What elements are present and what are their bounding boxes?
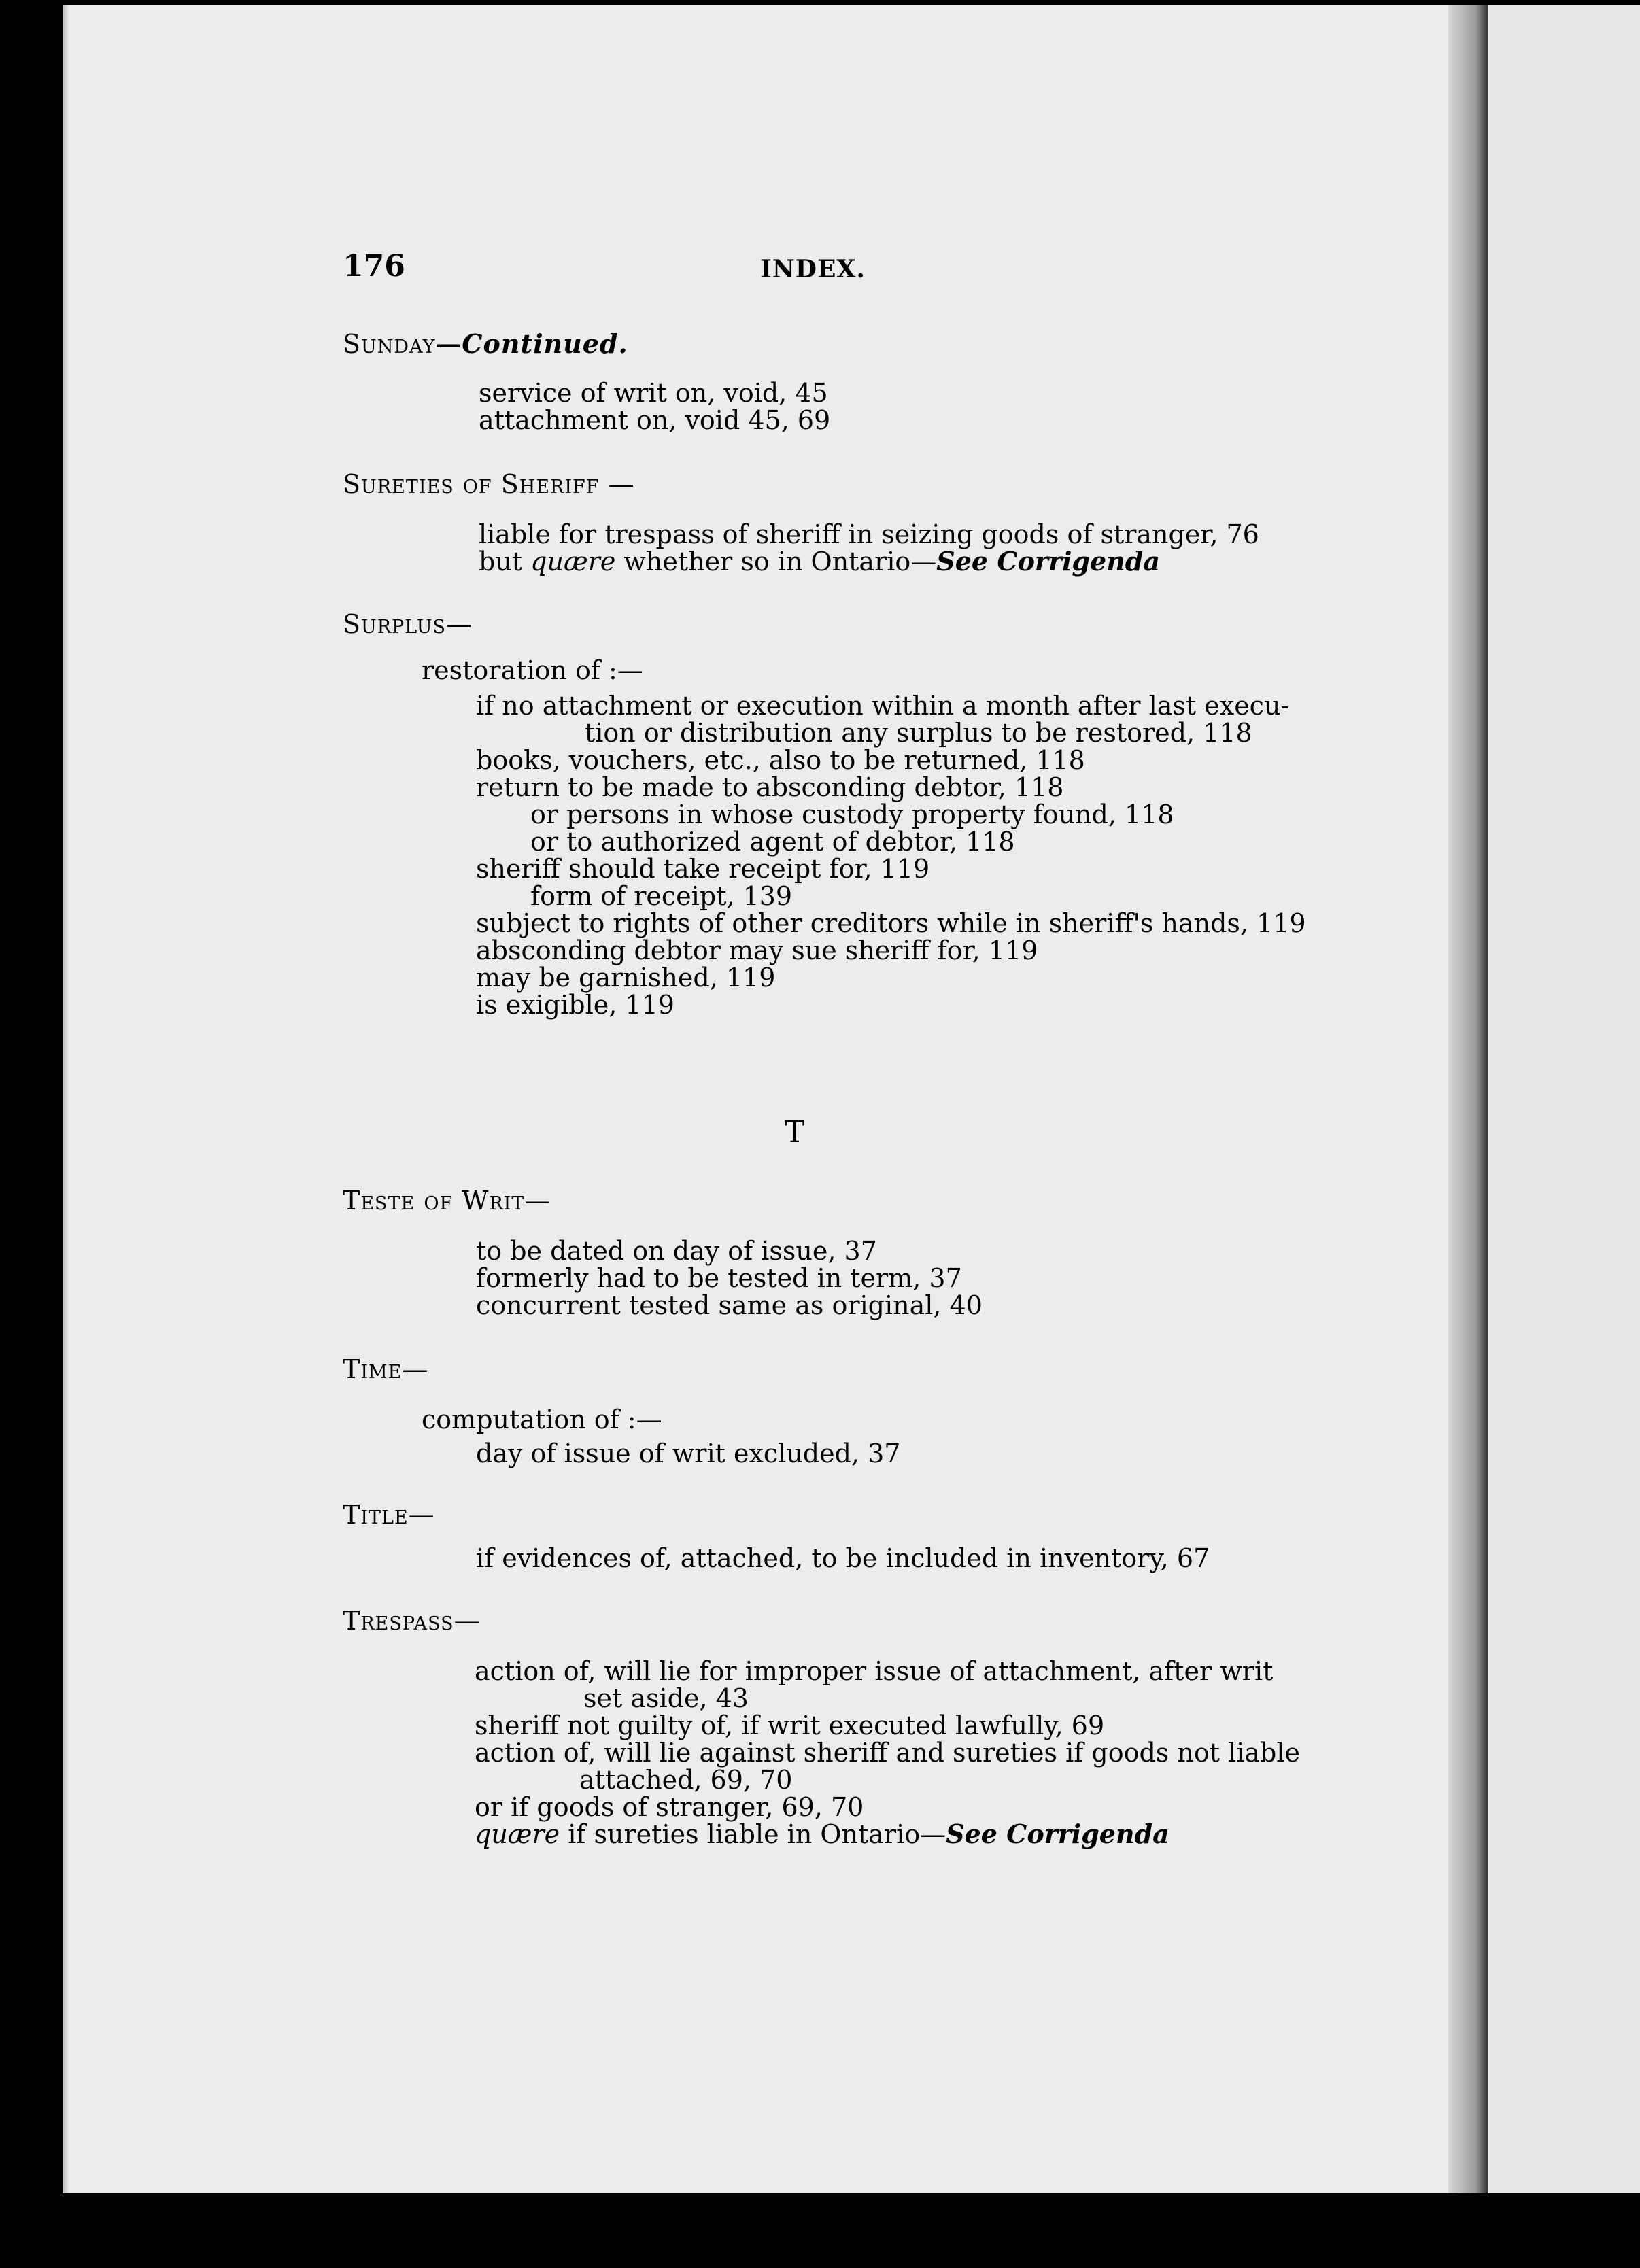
entry-heading-sunday: Sunday—Continued. (343, 328, 628, 359)
entry-line: day of issue of writ excluded, 37 (476, 1439, 901, 1468)
entry-line: action of, will lie against sheriff and sureties if goods not liable (475, 1738, 1301, 1768)
entry-line: may be garnished, 119 (476, 963, 776, 993)
entry-heading-teste: Teste of Writ— (343, 1186, 551, 1216)
entry-line: if no attachment or execution within a month after last execu- (476, 691, 1290, 721)
entry-line: absconding debtor may sue sheriff for, 119 (476, 935, 1038, 965)
entry-line: tion or distribution any surplus to be restored, 118 (585, 718, 1252, 748)
facing-page (1488, 5, 1640, 2193)
entry-heading-title: Title— (343, 1500, 435, 1530)
entry-line: or if goods of stranger, 69, 70 (475, 1792, 864, 1822)
entry-heading-trespass: Trespass— (343, 1606, 481, 1636)
entry-line: sheriff not guilty of, if writ executed lawfully, 69 (475, 1711, 1105, 1740)
entry-line: return to be made to absconding debtor, 118 (476, 772, 1064, 802)
entry-line: attachment on, void 45, 69 (479, 405, 831, 435)
section-letter: T (785, 1115, 805, 1150)
entry-line: concurrent tested same as original, 40 (476, 1290, 983, 1320)
page-left-edge (63, 5, 69, 2193)
entry-subheading: computation of :— (422, 1405, 662, 1434)
entry-heading-time: Time— (343, 1354, 429, 1384)
entry-line: if evidences of, attached, to be included in inventory, 67 (476, 1543, 1210, 1573)
entry-line: to be dated on day of issue, 37 (476, 1236, 877, 1266)
book-page (63, 5, 1481, 2193)
entry-heading-surplus: Surplus— (343, 609, 473, 639)
entry-line: but quære whether so in Ontario—See Corrigenda (479, 546, 1160, 577)
entry-line: is exigible, 119 (476, 990, 674, 1020)
entry-line: or persons in whose custody property found, 118 (530, 800, 1174, 829)
entry-subheading: restoration of :— (422, 655, 643, 685)
entry-line: attached, 69, 70 (579, 1765, 793, 1795)
entry-line: books, vouchers, etc., also to be returned, 118 (476, 745, 1085, 775)
entry-line: liable for trespass of sheriff in seizing goods of stranger, 76 (479, 519, 1259, 549)
entry-line: sheriff should take receipt for, 119 (476, 854, 930, 884)
entry-line: action of, will lie for improper issue of attachment, after writ (475, 1656, 1274, 1686)
running-title: INDEX. (760, 255, 866, 284)
entry-line: or to authorized agent of debtor, 118 (530, 827, 1015, 857)
entry-line: service of writ on, void, 45 (479, 378, 828, 408)
page-number: 176 (343, 249, 405, 284)
entry-line: set aside, 43 (583, 1683, 749, 1713)
gutter-shadow (1448, 5, 1488, 2193)
entry-heading-sureties: Sureties of Sheriff — (343, 469, 635, 499)
entry-line: form of receipt, 139 (530, 881, 793, 911)
entry-line: subject to rights of other creditors while in sheriff's hands, 119 (476, 908, 1306, 938)
entry-line: formerly had to be tested in term, 37 (476, 1263, 962, 1293)
entry-line: quære if sureties liable in Ontario—See Corrigenda (475, 1819, 1169, 1849)
